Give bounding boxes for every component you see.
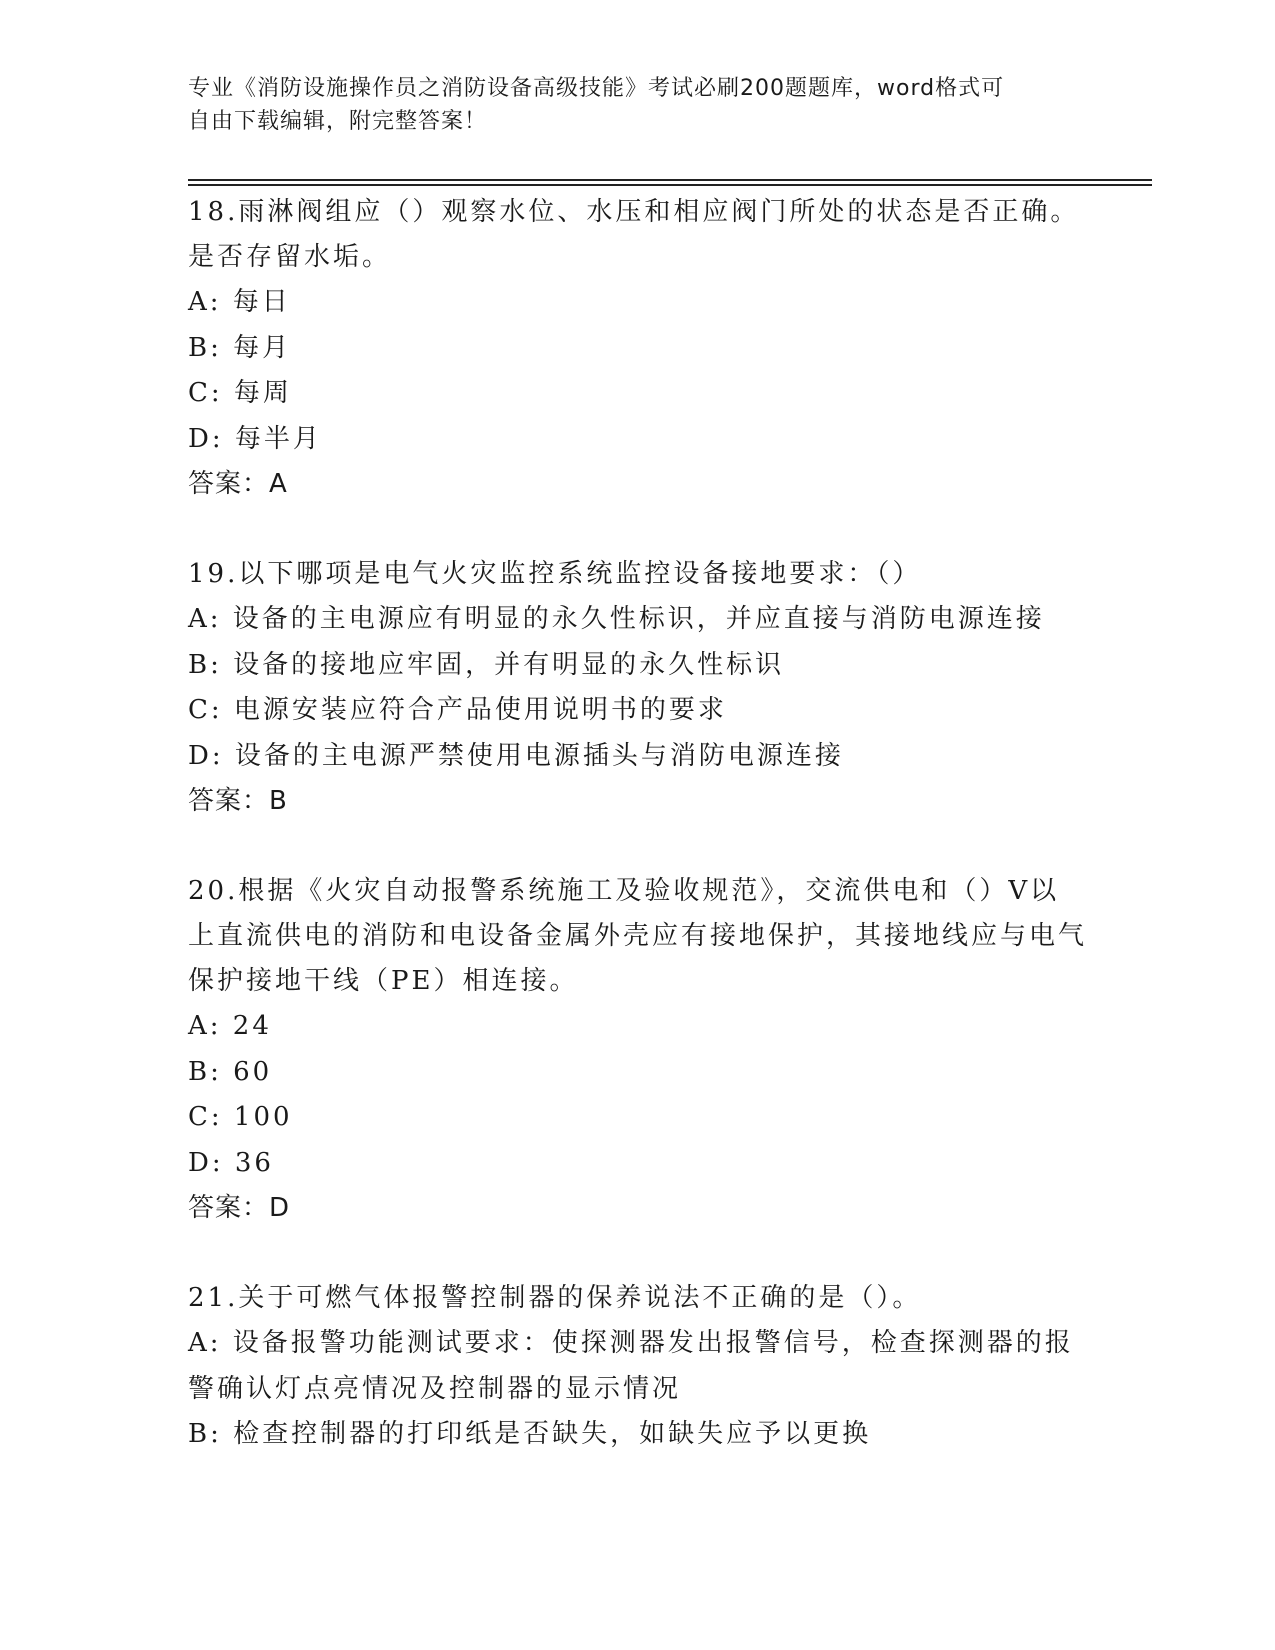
header-divider-top (188, 179, 1152, 181)
option-d: D: 每半月 (188, 423, 322, 454)
header-line-1: 专业《消防设施操作员之消防设备高级技能》考试必刷200题题库，word格式可 (188, 76, 1005, 101)
document-header (188, 72, 1068, 138)
option-b: B: 检查控制器的打印纸是否缺失，如缺失应予以更换 (188, 1419, 872, 1449)
question-stem: 20.根据《火灾自动报警系统施工及验收规范》，交流供电和（）V以上直流供电的消防和电设备金属外壳应有接地保护，其接地线应与电气保护接地干线（PE）相连接。 (188, 876, 1088, 996)
option-a: A: 设备的主电源应有明显的永久性标识，并应直接与消防电源连接 (188, 604, 1045, 634)
option-b: B: 设备的接地应牢固，并有明显的永久性标识 (188, 649, 785, 680)
option-c: C: 每周 (188, 378, 292, 408)
option-c: C: 100 (188, 1102, 293, 1132)
question-list (188, 190, 1088, 1503)
option-d: D: 设备的主电源严禁使用电源插头与消防电源连接 (188, 740, 844, 771)
header-divider-bottom (188, 184, 1152, 186)
header-line-2: 自由下载编辑，附完整答案！ (188, 109, 488, 134)
answer-line: 答案：D (188, 1193, 291, 1223)
option-b: B: 60 (188, 1056, 273, 1087)
option-a: A: 设备报警功能测试要求：使探测器发出报警信号，检查探测器的报警确认灯点亮情况及控制器的显示情况 (188, 1328, 1074, 1404)
question-stem: 21.关于可燃气体报警控制器的保养说法不正确的是（）。 (188, 1283, 922, 1313)
question-20 (188, 869, 1088, 1231)
question-stem: 19.以下哪项是电气火灾监控系统监控设备接地要求：（） (188, 559, 922, 589)
option-c: C: 电源安装应符合产品使用说明书的要求 (188, 695, 727, 725)
question-stem: 18.雨淋阀组应（）观察水位、水压和相应阀门所处的状态是否正确。是否存留水垢。 (188, 197, 1080, 272)
option-d: D: 36 (188, 1147, 274, 1178)
question-19 (188, 552, 1088, 824)
answer-line: 答案：A (188, 469, 288, 499)
question-21 (188, 1276, 1088, 1458)
option-a: A: 24 (188, 1011, 272, 1041)
question-18 (188, 190, 1088, 507)
answer-line: 答案：B (188, 786, 288, 816)
option-a: A: 每日 (188, 287, 291, 317)
option-b: B: 每月 (188, 332, 292, 363)
